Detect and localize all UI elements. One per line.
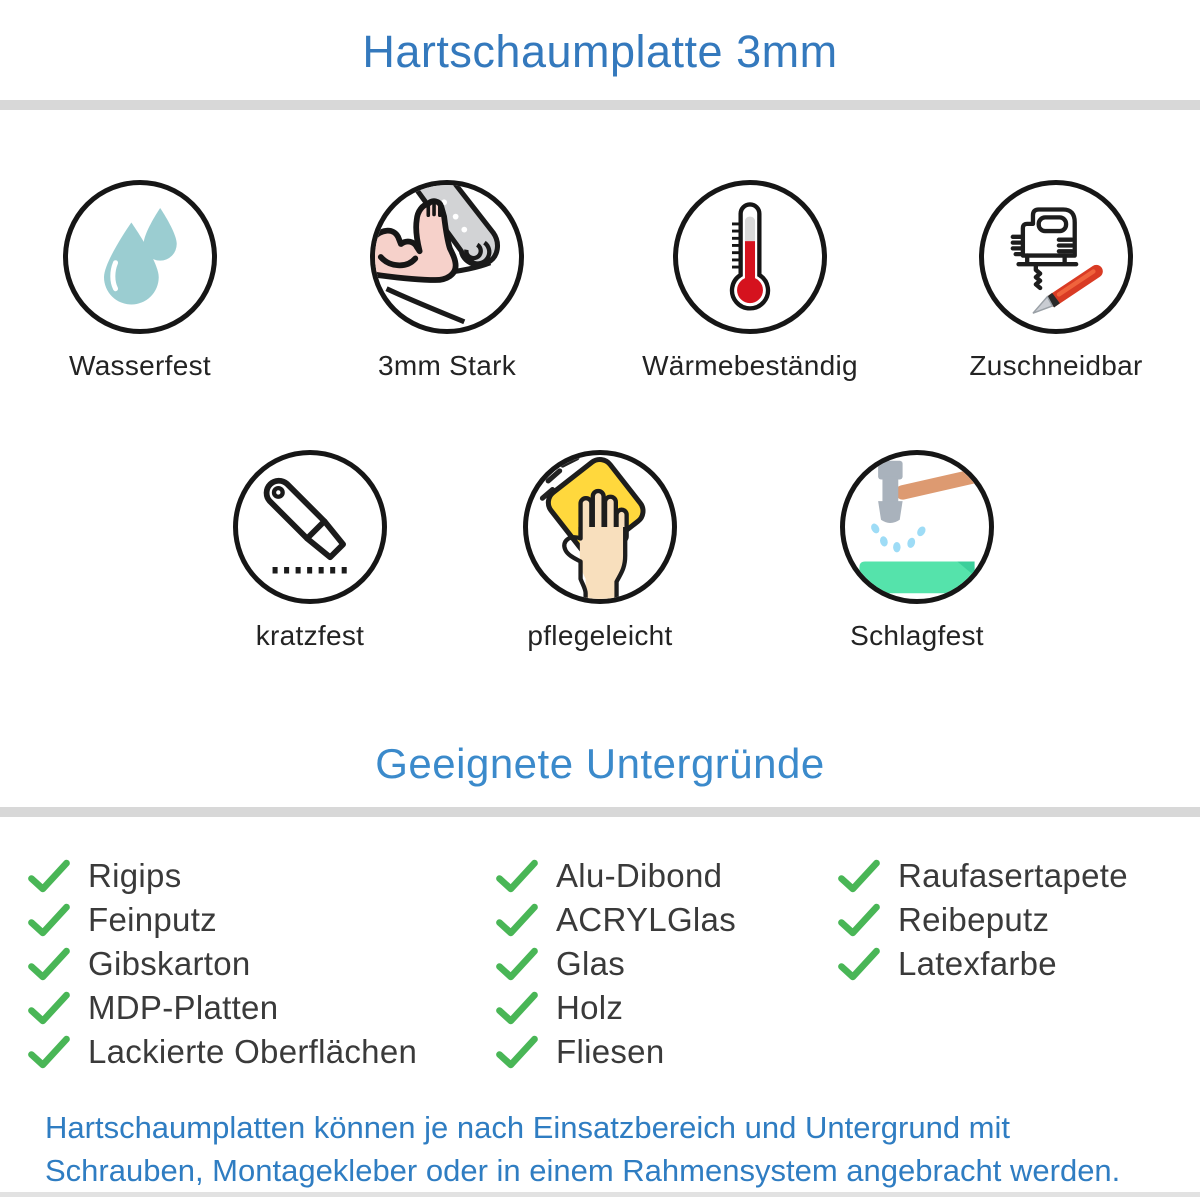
substrates-column-1 (28, 854, 417, 1074)
feature-kratzfest (170, 450, 450, 652)
hand-cloth-icon (523, 450, 677, 604)
list-item (496, 898, 736, 942)
water-drops-icon (63, 180, 217, 334)
footer-line: Schrauben, Montagekleber oder in einem Rahmensystem angebracht werden. (45, 1153, 1121, 1188)
feature-pflegeleicht (460, 450, 740, 652)
check-icon (496, 903, 538, 937)
list-item-label: Lackierte Oberflächen (88, 1033, 418, 1070)
substrates-column-2 (496, 854, 736, 1074)
check-icon (838, 947, 880, 981)
feature-schlagfest (777, 450, 1057, 652)
list-item-label: Rigips (88, 857, 182, 894)
list-item-label: Feinputz (88, 901, 217, 938)
section-title: Geeignete Untergründe (375, 740, 825, 787)
list-item-label: Fliesen (556, 1033, 665, 1070)
check-icon (28, 947, 70, 981)
list-item (28, 986, 417, 1030)
list-item (838, 898, 1128, 942)
thermometer-icon (673, 180, 827, 334)
check-icon (496, 859, 538, 893)
check-icon (28, 991, 70, 1025)
feature-label: Zuschneidbar (969, 350, 1143, 381)
check-icon (496, 1035, 538, 1069)
divider (0, 100, 1200, 110)
feature-label: pflegeleicht (527, 620, 673, 651)
list-item-label: Reibeputz (898, 901, 1050, 938)
list-item-label: Alu-Dibond (556, 857, 723, 894)
feature-wasserfest (0, 180, 280, 382)
check-icon (28, 1035, 70, 1069)
hammer-icon (840, 450, 994, 604)
check-icon (496, 947, 538, 981)
substrates-column-3 (838, 854, 1128, 986)
divider (0, 807, 1200, 817)
feature-label: Schlagfest (850, 620, 984, 651)
jigsaw-cutter-icon (979, 180, 1133, 334)
page-title: Hartschaumplatte 3mm (362, 26, 838, 77)
list-item-label: Raufasertapete (898, 857, 1128, 894)
list-item-label: MDP-Platten (88, 989, 279, 1026)
list-item-label: Gibskarton (88, 945, 251, 982)
list-item (838, 942, 1128, 986)
check-icon (28, 859, 70, 893)
feature-3mm-stark (307, 180, 587, 382)
list-item-label: Holz (556, 989, 624, 1026)
footer-line: Hartschaumplatten können je nach Einsatzbereich und Untergrund mit (45, 1110, 1010, 1145)
feature-waermebestaendig (610, 180, 890, 382)
divider (0, 1192, 1200, 1197)
list-item (496, 986, 736, 1030)
check-icon (838, 859, 880, 893)
feature-zuschneidbar (916, 180, 1196, 382)
footer-note (45, 1106, 1175, 1192)
feature-label: Wärmebeständig (642, 350, 858, 381)
list-item-label: ACRYLGlas (556, 901, 736, 938)
list-item (28, 942, 417, 986)
check-icon (496, 991, 538, 1025)
list-item (496, 942, 736, 986)
utility-knife-icon (233, 450, 387, 604)
list-item (496, 854, 736, 898)
feature-label: Wasserfest (69, 350, 211, 381)
feature-label: kratzfest (255, 620, 365, 651)
muscle-arm-icon (370, 180, 524, 334)
list-item (496, 1030, 736, 1074)
check-icon (28, 903, 70, 937)
list-item (28, 1030, 417, 1074)
list-item-label: Glas (556, 945, 626, 982)
check-icon (838, 903, 880, 937)
list-item (838, 854, 1128, 898)
feature-label: 3mm Stark (377, 350, 517, 381)
list-item (28, 854, 417, 898)
list-item (28, 898, 417, 942)
list-item-label: Latexfarbe (898, 945, 1057, 982)
